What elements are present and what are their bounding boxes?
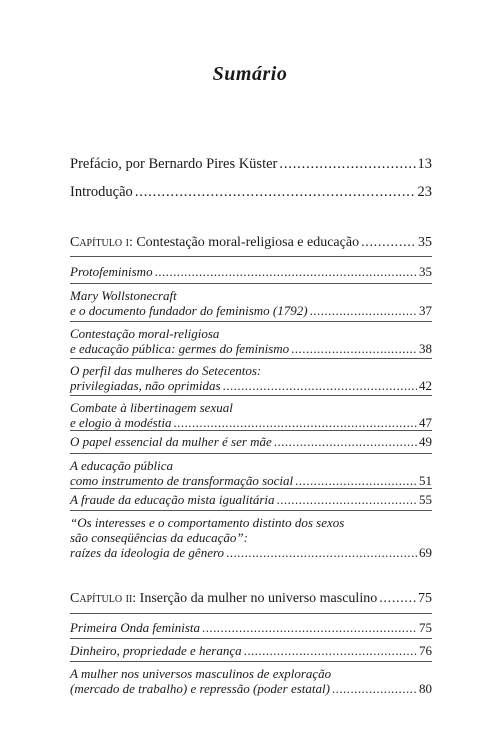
- toc-entry-text: A fraude da educação mista igualitária: [70, 492, 275, 507]
- toc-page-number: 76: [419, 643, 432, 658]
- divider: [70, 430, 432, 431]
- divider: [70, 638, 432, 639]
- dot-leader: [379, 591, 416, 607]
- toc-entry[interactable]: [70, 400, 432, 430]
- dot-leader: [173, 415, 417, 430]
- toc-entry[interactable]: [70, 620, 432, 635]
- toc-page-number: 75: [419, 620, 432, 635]
- divider: [70, 256, 432, 257]
- toc-entry-text: Prefácio, por Bernardo Pires Küster: [70, 156, 278, 172]
- toc-entry-text: (mercado de trabalho) e repressão (poder estatal): [70, 681, 330, 696]
- chapter-2-heading[interactable]: [70, 591, 432, 607]
- toc-entry[interactable]: [70, 458, 432, 488]
- dot-leader: [291, 341, 417, 356]
- toc-entry-text: O perfil das mulheres do Setecentos:: [70, 363, 262, 378]
- toc-entry-text: Introdução: [70, 184, 133, 200]
- dot-leader: [155, 264, 417, 279]
- toc-entry[interactable]: [70, 363, 432, 393]
- toc-entry[interactable]: [70, 666, 432, 696]
- toc-entry[interactable]: [70, 264, 432, 279]
- toc-page-number: 37: [419, 303, 432, 318]
- dot-leader: [295, 473, 417, 488]
- chapter-label: Capítulo ii:: [70, 591, 137, 606]
- dot-leader: [277, 492, 418, 507]
- toc-entry-text: e o documento fundador do feminismo (1792): [70, 303, 308, 318]
- dot-leader: [244, 643, 417, 658]
- toc-entry-text: A educação pública: [70, 458, 174, 473]
- toc-entry-introducao[interactable]: [70, 184, 432, 201]
- dot-leader: [226, 545, 417, 560]
- dot-leader: [361, 235, 416, 251]
- toc-page-number: 13: [417, 156, 432, 172]
- divider: [70, 510, 432, 511]
- toc-entry[interactable]: [70, 326, 432, 356]
- dot-leader: [135, 184, 416, 201]
- toc-page-number: 47: [419, 415, 432, 430]
- page-title: Sumário: [212, 63, 288, 85]
- chapter-1-heading[interactable]: [70, 235, 432, 251]
- toc-entry-text: Dinheiro, propriedade e herança: [70, 643, 242, 658]
- toc-entry-text: Combate à libertinagem sexual: [70, 400, 233, 415]
- dot-leader: [223, 378, 417, 393]
- toc-entry-text: “Os interesses e o comportamento distinto dos sexos: [70, 515, 345, 530]
- toc-entry-text: Protofeminismo: [70, 264, 153, 279]
- chapter-title: Contestação moral-religiosa e educação: [136, 235, 360, 250]
- toc-page-number: 38: [419, 341, 432, 356]
- toc-entry-text: Mary Wollstonecraft: [70, 288, 177, 303]
- toc-page-number: 51: [419, 473, 432, 488]
- toc-entry[interactable]: [70, 434, 432, 449]
- dot-leader: [310, 303, 417, 318]
- toc-entry[interactable]: [70, 515, 432, 560]
- toc-entry-text: raízes da ideologia de gênero: [70, 545, 225, 560]
- dot-leader: [274, 434, 417, 449]
- divider: [70, 453, 432, 454]
- toc-entry[interactable]: [70, 288, 432, 318]
- toc-entry-text: são conseqüências da educação”:: [70, 530, 248, 545]
- dot-leader: [202, 620, 417, 635]
- divider: [70, 283, 432, 284]
- divider: [70, 661, 432, 662]
- toc-page-number: 35: [418, 235, 432, 250]
- toc-page-number: 49: [419, 434, 432, 449]
- divider: [70, 321, 432, 322]
- toc-entry[interactable]: [70, 492, 432, 507]
- divider: [70, 488, 432, 489]
- toc-entry-prefacio[interactable]: [70, 156, 432, 173]
- toc-page-number: 80: [419, 681, 432, 696]
- toc-page-number: 69: [419, 545, 432, 560]
- dot-leader: [279, 156, 415, 173]
- toc-entry-text: Contestação moral-religiosa: [70, 326, 220, 341]
- toc-entry-text: e elogio à modéstia: [70, 415, 172, 430]
- divider: [70, 358, 432, 359]
- toc-entry-text: e educação pública: germes do feminismo: [70, 341, 290, 356]
- toc-entry-text: privilegiadas, não oprimidas: [70, 378, 221, 393]
- toc-page-number: 35: [419, 264, 432, 279]
- divider: [70, 613, 432, 614]
- toc-page-number: 23: [417, 184, 432, 200]
- chapter-label: Capítulo i:: [70, 235, 133, 250]
- toc-page-number: 42: [419, 378, 432, 393]
- divider: [70, 395, 432, 396]
- toc-entry-text: A mulher nos universos masculinos de exploração: [70, 666, 332, 681]
- toc-entry-text: Primeira Onda feminista: [70, 620, 200, 635]
- toc-entry-text: O papel essencial da mulher é ser mãe: [70, 434, 272, 449]
- dot-leader: [332, 681, 417, 696]
- toc-entry-text: como instrumento de transformação social: [70, 473, 294, 488]
- toc-page-number: 75: [418, 591, 432, 606]
- toc-page-number: 55: [419, 492, 432, 507]
- chapter-title: Inserção da mulher no universo masculino: [139, 591, 378, 606]
- toc-entry[interactable]: [70, 643, 432, 658]
